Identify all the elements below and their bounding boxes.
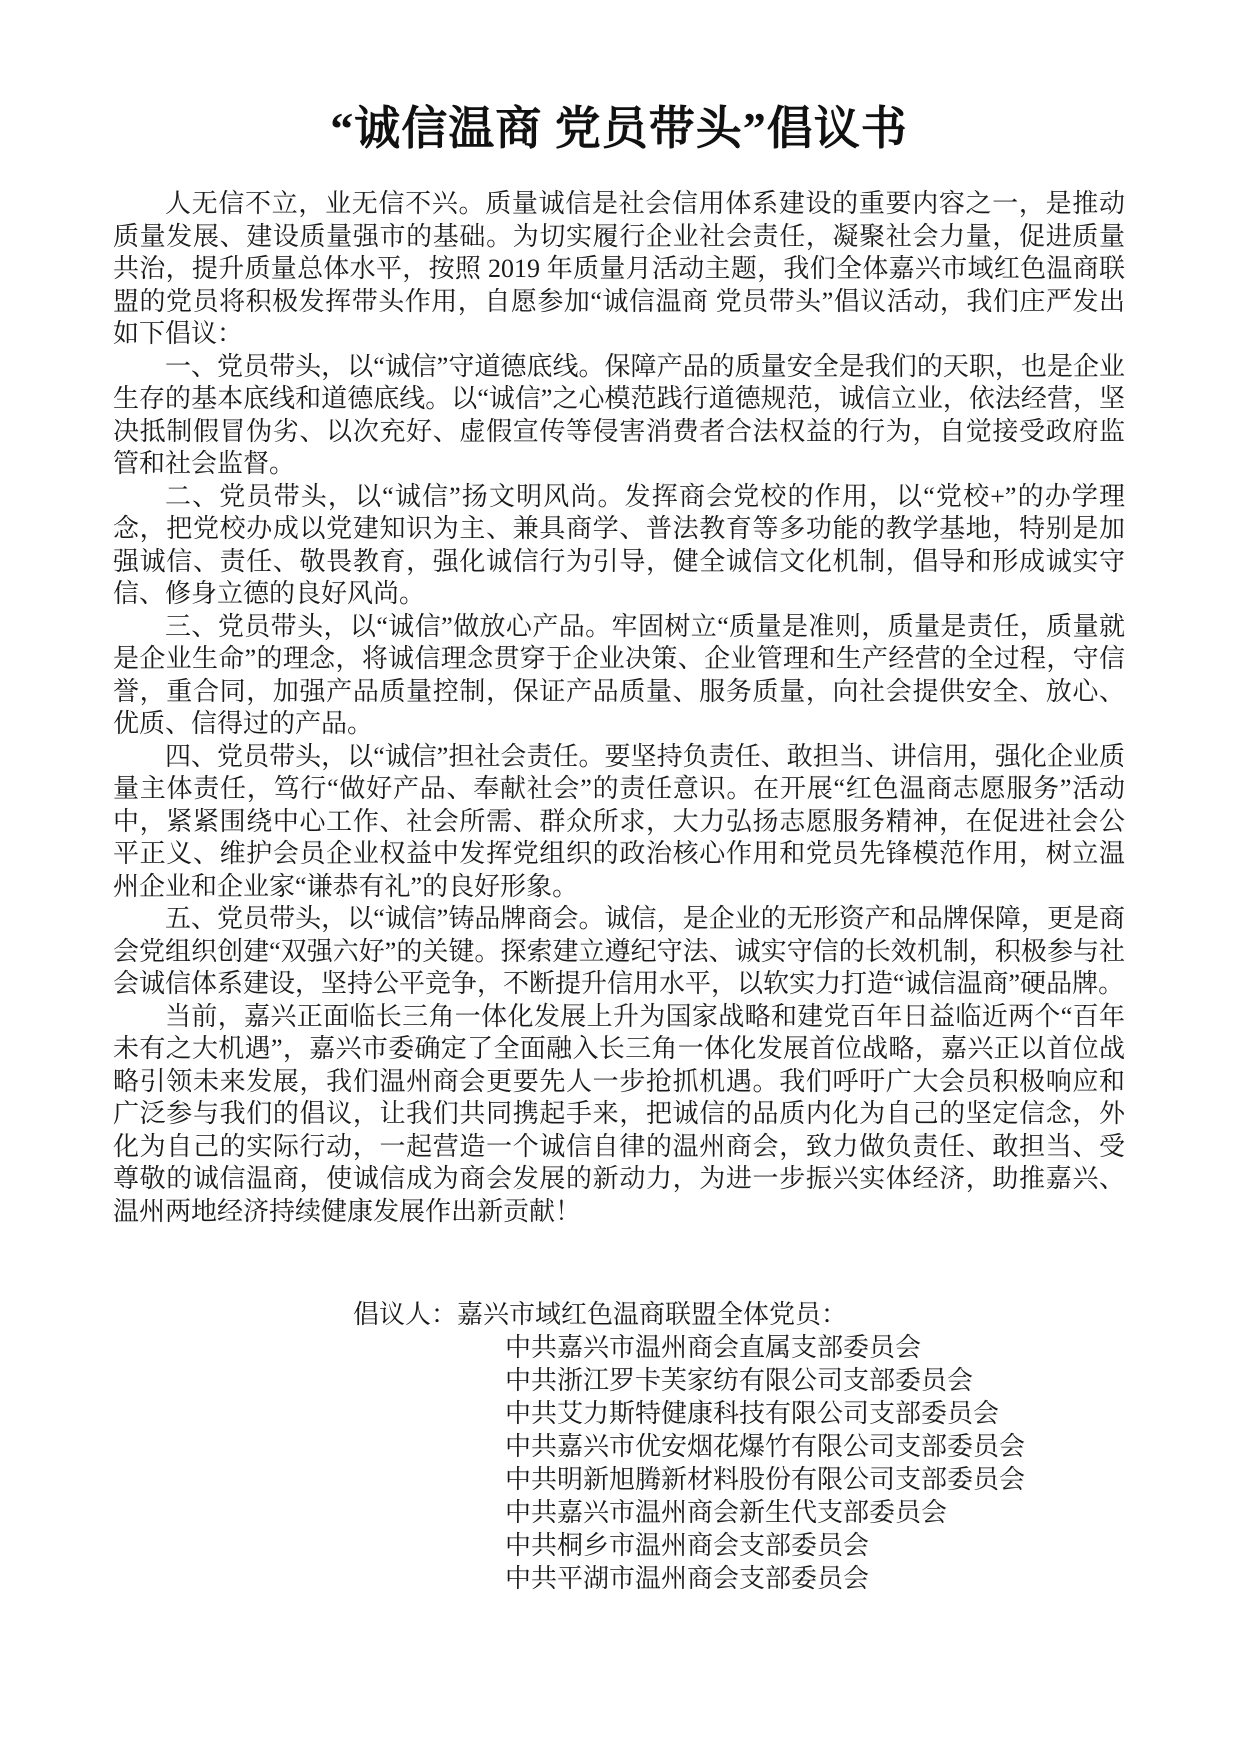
paragraph-item-3: 三、党员带头，以“诚信”做放心产品。牢固树立“质量是准则，质量是责任，质量就是企业生命”的理念，将诚信理念贯穿于企业决策、企业管理和生产经营的全过程，守信誉，重合同，加强产品质量控制，保证产品质量、服务质量，向社会提供安全、放心、优质、信得过的产品。: [113, 611, 1125, 738]
document-title: “诚信温商 党员带头”倡议书: [330, 103, 908, 154]
committee-item: 中共明新旭腾新材料股份有限公司支部委员会: [505, 1465, 1026, 1494]
document-body: [113, 188, 1125, 1228]
committee-item: 中共平湖市温州商会支部委员会: [505, 1564, 870, 1593]
committee-item: 中共浙江罗卡芙家纺有限公司支部委员会: [505, 1366, 974, 1395]
committee-item: 中共嘉兴市温州商会直属支部委员会: [505, 1333, 922, 1362]
committee-item: 中共艾力斯特健康科技有限公司支部委员会: [505, 1399, 1000, 1428]
committee-item: 中共桐乡市温州商会支部委员会: [505, 1531, 870, 1560]
proposer-line: 倡议人：嘉兴市域红色温商联盟全体党员：: [353, 1300, 848, 1329]
committee-list: [505, 1331, 1125, 1595]
paragraph-closing: 当前，嘉兴正面临长三角一体化发展上升为国家战略和建党百年日益临近两个“百年未有之大机遇”，嘉兴市委确定了全面融入长三角一体化发展首位战略，嘉兴正以首位战略引领未来发展，我们温州商会更要先人一步抢抓机遇。我们呼吁广大会员积极响应和广泛参与我们的倡议，让我们共同携起手来，把诚信的品质内化为自己的坚定信念，外化为自己的实际行动，一起营造一个诚信自律的温州商会，致力做负责任、敢担当、受尊敬的诚信温商，使诚信成为商会发展的新动力，为进一步振兴实体经济，助推嘉兴、温州两地经济持续健康发展作出新贡献！: [113, 1001, 1125, 1226]
paragraph-item-1: 一、党员带头，以“诚信”守道德底线。保障产品的质量安全是我们的天职，也是企业生存的基本底线和道德底线。以“诚信”之心模范践行道德规范，诚信立业，依法经营，坚决抵制假冒伪劣、以次充好、虚假宣传等侵害消费者合法权益的行为，自觉接受政府监管和社会监督。: [113, 351, 1125, 478]
paragraph-item-2: 二、党员带头，以“诚信”扬文明风尚。发挥商会党校的作用，以“党校+”的办学理念，把党校办成以党建知识为主、兼具商学、普法教育等多功能的教学基地，特别是加强诚信、责任、敬畏教育，强化诚信行为引导，健全诚信文化机制，倡导和形成诚实守信、修身立德的良好风尚。: [113, 481, 1125, 608]
paragraph-item-5: 五、党员带头，以“诚信”铸品牌商会。诚信，是企业的无形资产和品牌保障，更是商会党组织创建“双强六好”的关键。探索建立遵纪守法、诚实守信的长效机制，积极参与社会诚信体系建设，坚持公平竞争，不断提升信用水平，以软实力打造“诚信温商”硬品牌。: [113, 904, 1125, 998]
signature-block: [113, 1298, 1125, 1595]
committee-item: 中共嘉兴市温州商会新生代支部委员会: [505, 1498, 948, 1527]
committee-item: 中共嘉兴市优安烟花爆竹有限公司支部委员会: [505, 1432, 1026, 1461]
paragraph-intro: 人无信不立，业无信不兴。质量诚信是社会信用体系建设的重要内容之一，是推动质量发展、建设质量强市的基础。为切实履行企业社会责任，凝聚社会力量，促进质量共治，提升质量总体水平，按照 2019 年质量月活动主题，我们全体嘉兴市域红色温商联盟的党员将积极发挥带头作用，自愿参加“诚信温商 党员带头”倡议活动，我们庄严发出如下倡议：: [113, 189, 1125, 348]
paragraph-item-4: 四、党员带头，以“诚信”担社会责任。要坚持负责任、敢担当、讲信用，强化企业质量主体责任，笃行“做好产品、奉献社会”的责任意识。在开展“红色温商志愿服务”活动中，紧紧围绕中心工作、社会所需、群众所求，大力弘扬志愿服务精神，在促进社会公平正义、维护会员企业权益中发挥党组织的政治核心作用和党员先锋模范作用，树立温州企业和企业家“谦恭有礼”的良好形象。: [113, 741, 1125, 901]
